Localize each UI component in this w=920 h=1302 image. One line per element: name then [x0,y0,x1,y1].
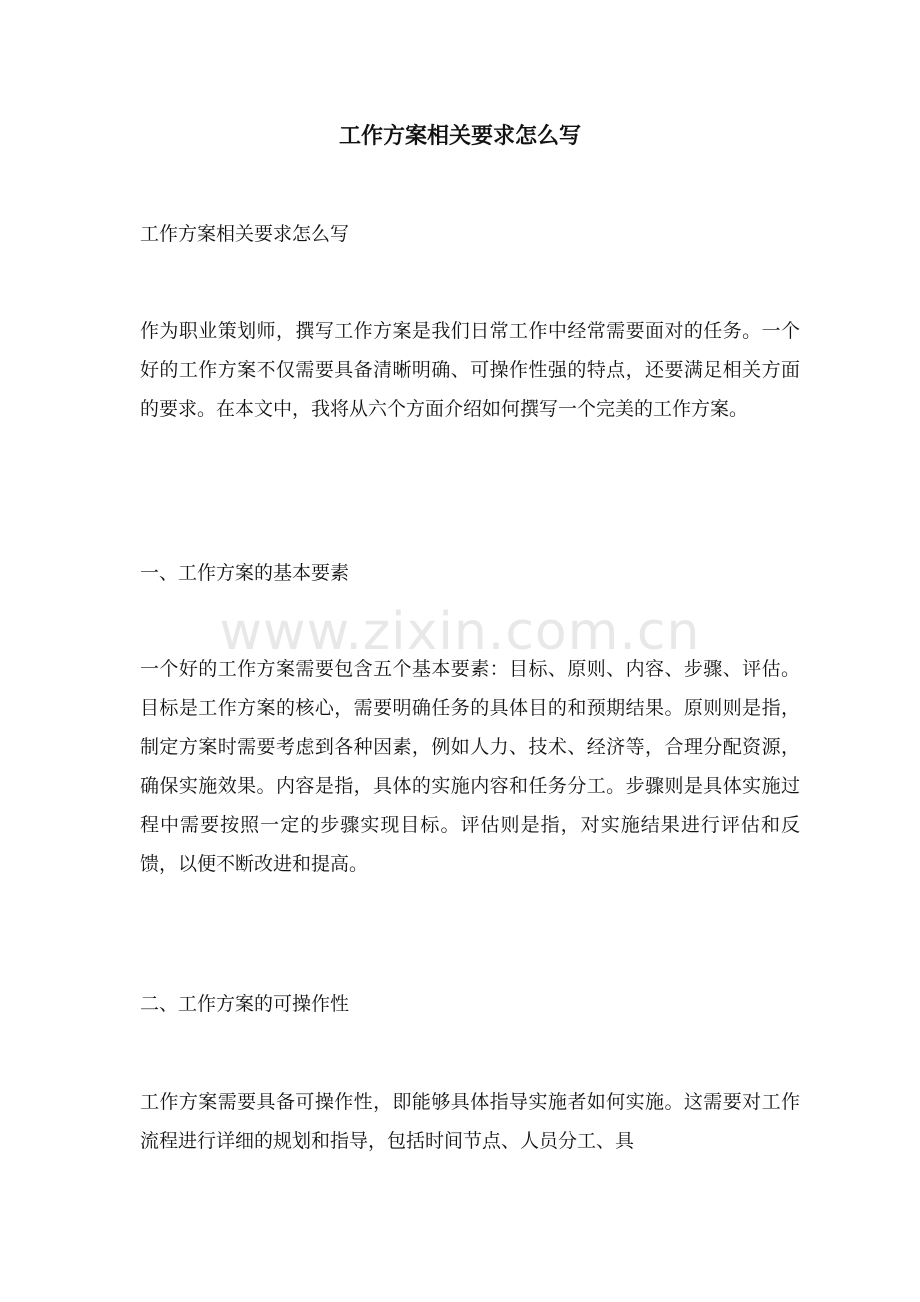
document-subtitle: 工作方案相关要求怎么写 [140,223,350,245]
intro-paragraph: 作为职业策划师，撰写工作方案是我们日常工作中经常需要面对的任务。一个好的工作方案不仅需要具备清晰明确、可操作性强的特点，还要满足相关方面的要求。在本文中，我将从六个方面介绍如何撰写一个完美的工作方案。 [140,320,800,420]
section-2-heading: 二、工作方案的可操作性 [140,993,350,1015]
section-1-paragraph: 一个好的工作方案需要包含五个基本要素：目标、原则、内容、步骤、评估。目标是工作方案的核心，需要明确任务的具体目的和预期结果。原则则是指，制定方案时需要考虑到各种因素，例如人力、技术、经济等，合理分配资源，确保实施效果。内容是指，具体的实施内容和任务分工。步骤则是具体实施过程中需要按照一定的步骤实现目标。评估则是指，对实施结果进行评估和反馈，以便不断改进和提高。 [140,658,800,875]
section-1-heading: 一、工作方案的基本要素 [140,562,350,584]
watermark: www.zixin.com.cn [219,602,701,662]
section-2-paragraph: 工作方案需要具备可操作性，即能够具体指导实施者如何实施。这需要对工作流程进行详细的规划和指导，包括时间节点、人员分工、具 [140,1091,800,1152]
document-title: 工作方案相关要求怎么写 [338,123,581,149]
